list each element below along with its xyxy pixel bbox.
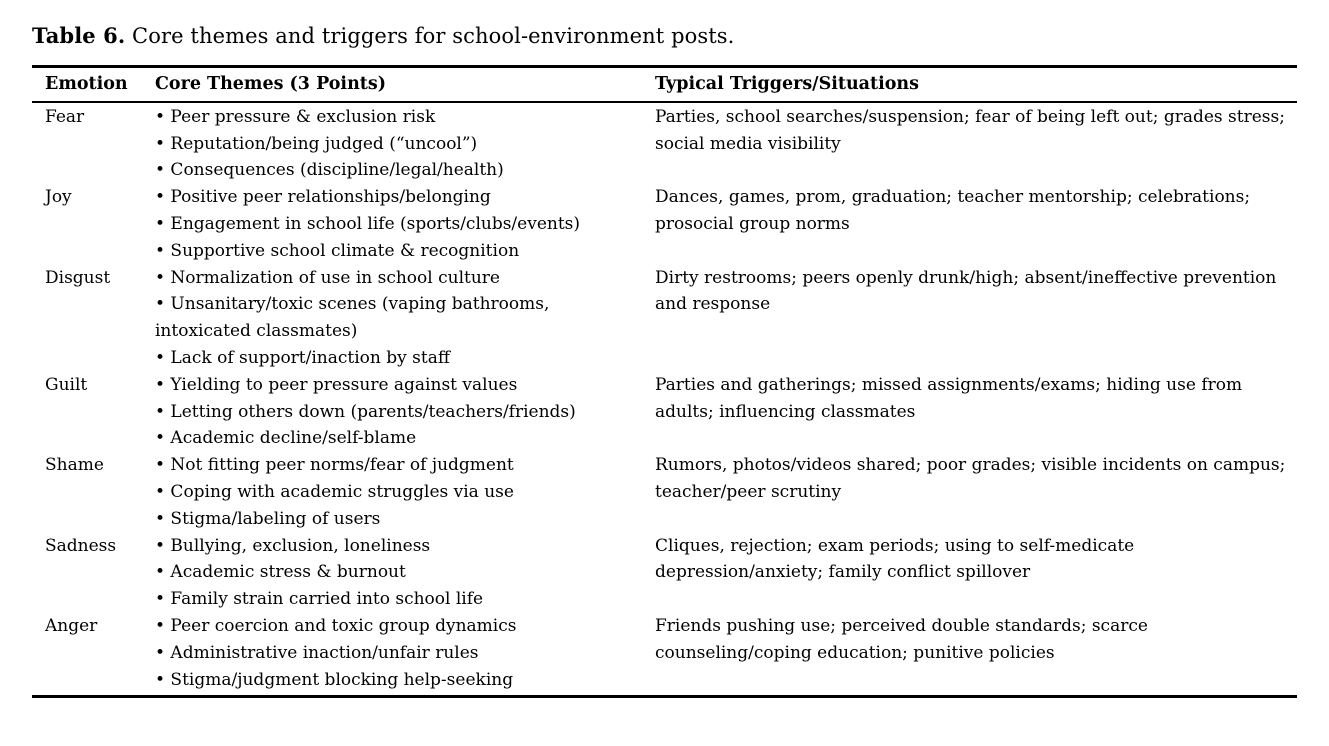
triggers-cell: Dances, games, prom, graduation; teacher mentorship; celebrations; prosocial group norms (655, 187, 1251, 234)
theme-bullet: • Not fitting peer norms/fear of judgment (155, 455, 514, 476)
theme-bullet: • Academic decline/self-blame (155, 428, 417, 449)
theme-bullet: • Coping with academic struggles via use (155, 481, 514, 502)
table-row (32, 613, 1297, 693)
table-row (32, 104, 1297, 184)
theme-bullet: • Reputation/being judged (“uncool”) (155, 133, 478, 154)
triggers-cell: Parties, school searches/suspension; fear of being left out; grades stress; social media visibility (655, 106, 1285, 154)
theme-bullet: • Positive peer relationships/belonging (155, 187, 491, 208)
triggers-cell: Cliques, rejection; exam periods; using to self-medicate depression/anxiety; family conflict spillover (655, 535, 1135, 583)
theme-bullet: • Academic stress & burnout (155, 562, 406, 583)
themes-cell (155, 533, 655, 613)
themes-cell (155, 452, 655, 532)
triggers-cell: Parties and gatherings; missed assignments/exams; hiding use from adults; influencing classmates (655, 374, 1243, 422)
theme-bullet: • Letting others down (parents/teachers/friends) (155, 401, 576, 422)
triggers-cell: Friends pushing use; perceived double standards; scarce counseling/coping education; punitive policies (655, 615, 1148, 663)
theme-bullet: • Unsanitary/toxic scenes (vaping bathrooms, intoxicated classmates) (155, 294, 550, 342)
theme-bullet: • Administrative inaction/unfair rules (155, 642, 479, 663)
theme-bullet: • Yielding to peer pressure against values (155, 374, 518, 395)
theme-bullet: • Lack of support/inaction by staff (155, 347, 450, 368)
theme-bullet: • Peer pressure & exclusion risk (155, 106, 436, 127)
theme-bullet: • Supportive school climate & recognition (155, 240, 520, 261)
triggers-cell: Dirty restrooms; peers openly drunk/high; absent/ineffective prevention and response (655, 267, 1277, 315)
emotion-cell: Fear (45, 106, 85, 127)
table-row (32, 372, 1297, 452)
header-emotion: Emotion (45, 74, 128, 94)
table-row (32, 533, 1297, 613)
table-body (32, 103, 1297, 696)
table-row (32, 184, 1297, 264)
emotion-cell: Joy (45, 187, 72, 208)
emotion-cell: Guilt (45, 374, 88, 395)
theme-bullet: • Engagement in school life (sports/clubs/events) (155, 213, 581, 234)
theme-bullet: • Bullying, exclusion, loneliness (155, 535, 431, 556)
theme-bullet: • Stigma/judgment blocking help-seeking (155, 669, 514, 690)
table-caption-text: Core themes and triggers for school-environment posts. (125, 24, 735, 48)
themes-cell (155, 372, 655, 452)
themes-cell (155, 184, 655, 264)
theme-bullet: • Peer coercion and toxic group dynamics (155, 615, 517, 636)
table-row (32, 452, 1297, 532)
themes-cell (155, 265, 655, 372)
header-core-themes: Core Themes (3 Points) (155, 74, 387, 94)
themes-cell (155, 104, 655, 184)
table-row (32, 265, 1297, 372)
theme-bullet: • Consequences (discipline/legal/health) (155, 160, 504, 181)
table-header-row (32, 68, 1297, 103)
emotion-cell: Disgust (45, 267, 111, 288)
table-caption (32, 22, 1297, 50)
triggers-cell: Rumors, photos/videos shared; poor grades; visible incidents on campus; teacher/peer scrutiny (655, 455, 1286, 502)
emotion-cell: Anger (45, 615, 98, 636)
table-caption-label: Table 6. (32, 23, 126, 48)
header-typical-triggers: Typical Triggers/Situations (655, 74, 919, 94)
theme-bullet: • Normalization of use in school culture (155, 267, 500, 288)
theme-bullet: • Family strain carried into school life (155, 589, 484, 610)
emotion-cell: Shame (45, 455, 104, 476)
core-themes-table (32, 65, 1297, 698)
theme-bullet: • Stigma/labeling of users (155, 508, 381, 529)
emotion-cell: Sadness (45, 535, 117, 556)
themes-cell (155, 613, 655, 693)
